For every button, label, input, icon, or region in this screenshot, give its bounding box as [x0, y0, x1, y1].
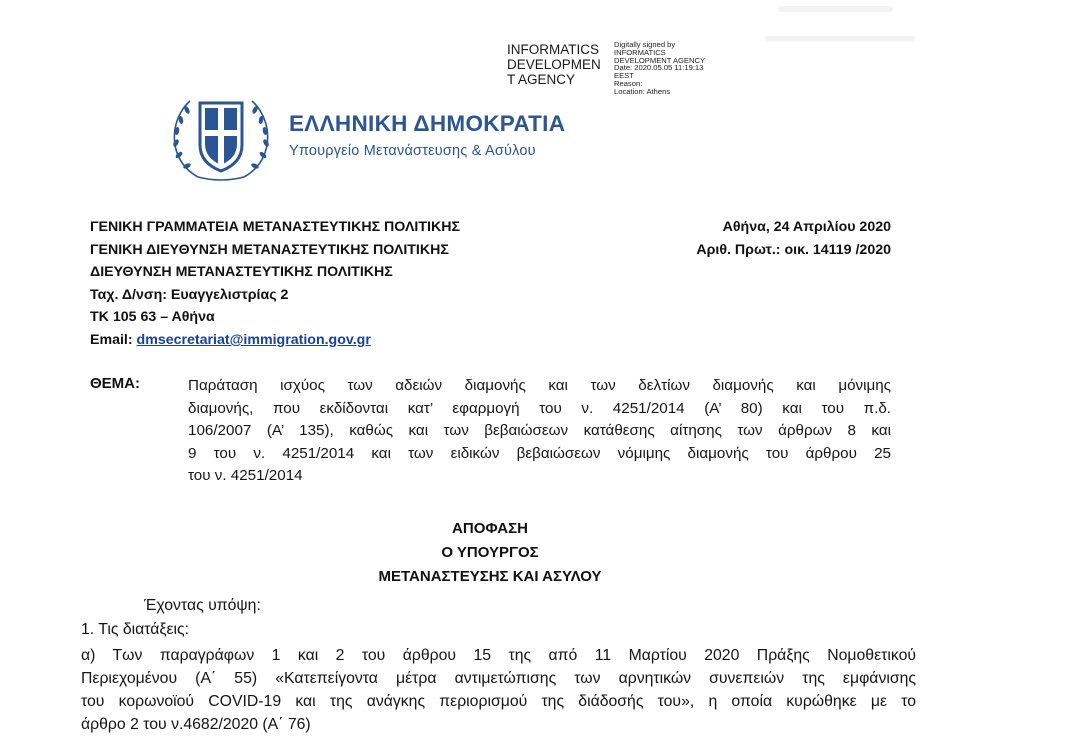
paragraph-a-line: Περιεχομένου (Α΄ 55) «Κατεπείγοντα μέτρα αντιμετώπισης των αρνητικών συνεπειών της εμφάνισης — [81, 670, 916, 687]
decision-heading: ΑΠΟΦΑΣΗ — [452, 520, 528, 537]
signature-org-line: T AGENCY — [507, 72, 576, 87]
minister-heading: Ο ΥΠΟΥΡΓΟΣ — [441, 544, 539, 561]
scan-artifact — [778, 6, 893, 12]
subject-label: ΘΕΜΑ: — [90, 375, 140, 392]
subject-line: Παράταση ισχύος των αδειών διαμονής και των δελτίων διαμονής και μόνιμης — [188, 377, 891, 394]
email-link[interactable]: dmsecretariat@immigration.gov.gr — [136, 331, 371, 348]
brand-subtitle: Υπουργείο Μετανάστευσης & Ασύλου — [289, 143, 536, 159]
decision-block — [0, 520, 1080, 590]
signature-details — [614, 41, 705, 96]
sender-line: ΔΙΕΥΘΥΝΣΗ ΜΕΤΑΝΑΣΤΕΥΤΙΚΗΣ ΠΟΛΙΤΙΚΗΣ — [90, 264, 393, 281]
paragraph-a-line: άρθρο 2 του ν.4682/2020 (Α΄ 76) — [81, 716, 311, 733]
sender-block — [90, 216, 460, 352]
paragraph-a-line: του κορωνοϊού COVID-19 και της ανάγκης περιορισμού της διάδοσής του», η οποία κυρώθηκε με το — [81, 693, 916, 710]
subject-line: 106/2007 (Α’ 135), καθώς και των βεβαιώσεων κατάθεσης αίτησης των άρθρων 8 και — [188, 422, 891, 440]
scan-artifact — [765, 36, 915, 41]
signature-org-line: DEVELOPMEN — [507, 57, 601, 72]
sender-address: Ταχ. Δ/νση: Ευαγγελιστρίας 2 — [90, 286, 289, 303]
place-date: Αθήνα, 24 Απριλίου 2020 — [722, 219, 891, 235]
sender-line: ΓΕΝΙΚΗ ΓΡΑΜΜΑΤΕΙΑ ΜΕΤΑΝΑΣΤΕΥΤΙΚΗΣ ΠΟΛΙΤΙΚΗΣ — [90, 219, 460, 235]
signature-detail-line: Digitally signed by — [614, 40, 676, 49]
greek-emblem-icon — [168, 93, 274, 183]
considering-text: Έχοντας υπόψη: — [144, 597, 261, 614]
brand-title: ΕΛΛΗΝΙΚΗ ΔΗΜΟΚΡΑΤΙΑ — [289, 111, 566, 136]
paragraph-a-line: α) Των παραγράφων 1 και 2 του άρθρου 15 της από 11 Μαρτίου 2020 Πράξης Νομοθετικού — [81, 647, 916, 664]
signature-detail-line: INFORMATICS — [614, 47, 666, 57]
protocol-number: Αριθ. Πρωτ.: οικ. 14119 /2020 — [696, 241, 891, 258]
sender-email-row — [90, 329, 460, 352]
subject-line: 9 του ν. 4251/2014 και των ειδικών βεβαιώσεων νόμιμης διαμονής του άρθρου 25 — [188, 444, 891, 462]
subject-line: διαμονής, που εκδίδονται κατ’ εφαρμογή του ν. 4251/2014 (Α’ 80) και του π.δ. — [188, 399, 891, 417]
sender-line: ΓΕΝΙΚΗ ΔΙΕΥΘΥΝΣΗ ΜΕΤΑΝΑΣΤΕΥΤΙΚΗΣ ΠΟΛΙΤΙΚΗΣ — [90, 241, 449, 258]
subject-line: του ν. 4251/2014 — [188, 467, 303, 485]
item-1: 1. Τις διατάξεις: — [81, 621, 190, 638]
signature-detail-line: Location: Athens — [614, 86, 671, 96]
sender-postcode: ΤΚ 105 63 – Αθήνα — [90, 309, 215, 326]
signature-org-line: INFORMATICS — [507, 42, 599, 57]
signature-detail-line: Date: 2020.05.05 11:19:13 — [614, 63, 704, 73]
email-label: Email: — [90, 331, 137, 348]
signature-detail-line: DEVELOPMENT AGENCY — [614, 55, 706, 65]
ministry-heading: ΜΕΤΑΝΑΣΤΕΥΣΗΣ ΚΑΙ ΑΣΥΛΟΥ — [378, 568, 602, 585]
signature-detail-line: EEST — [614, 71, 634, 81]
signature-detail-line: Reason: — [614, 78, 643, 88]
date-protocol-block — [696, 216, 891, 261]
signature-organization — [507, 42, 601, 87]
